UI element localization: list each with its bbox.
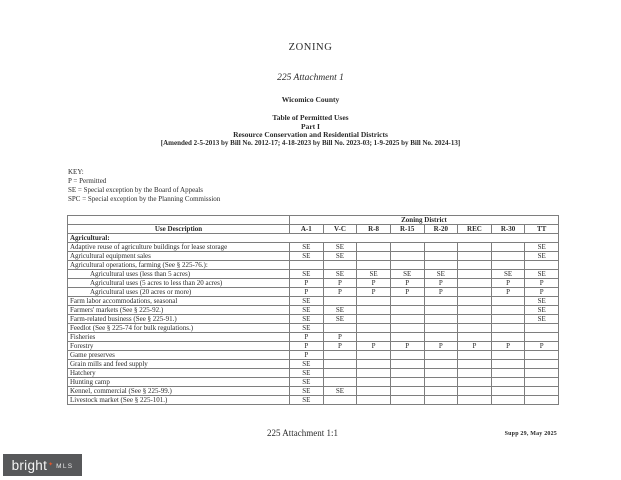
use-row [68, 333, 559, 342]
district-value-cell [357, 396, 391, 405]
district-value-cell: SE [390, 270, 424, 279]
district-value-cell [424, 306, 458, 315]
district-value-cell [390, 243, 424, 252]
district-value-cell: P [323, 279, 357, 288]
use-row [68, 369, 559, 378]
district-value-cell [491, 396, 525, 405]
district-value-cell [458, 351, 492, 360]
district-value-cell: P [290, 288, 324, 297]
use-row [68, 351, 559, 360]
district-value-cell [390, 252, 424, 261]
district-value-cell: SE [323, 306, 357, 315]
county-name: Wicomico County [281, 95, 340, 104]
district-value-cell [525, 261, 559, 270]
district-value-cell [525, 333, 559, 342]
district-value-cell [491, 333, 525, 342]
use-row [68, 360, 559, 369]
district-value-cell [424, 252, 458, 261]
footer-attachment-ref: 225 Attachment 1:1 [267, 428, 338, 438]
key-legend [68, 168, 220, 204]
use-description-cell: Farm-related business (See § 225-91.) [68, 315, 290, 324]
district-value-cell: SE [290, 243, 324, 252]
use-description-cell: Kennel, commercial (See § 225-99.) [68, 387, 290, 396]
district-value-cell [357, 333, 391, 342]
district-value-cell: P [424, 342, 458, 351]
use-row [68, 288, 559, 297]
district-value-cell [525, 387, 559, 396]
use-description-cell: Agricultural equipment sales [68, 252, 290, 261]
district-value-cell: P [323, 333, 357, 342]
key-label: KEY: [68, 168, 84, 176]
district-value-cell [424, 333, 458, 342]
district-value-cell: P [323, 288, 357, 297]
use-description-cell: Farmers' markets (See § 225-92.) [68, 306, 290, 315]
key-line-special-exception-planning: SPC = Special exception by the Planning Commission [68, 195, 221, 203]
district-value-cell: SE [525, 315, 559, 324]
brightmls-wordmark: bright [11, 457, 48, 473]
use-row [68, 243, 559, 252]
district-column-header-r-15: R-15 [390, 225, 424, 234]
district-value-cell [390, 396, 424, 405]
use-description-cell: Grain mills and feed supply [68, 360, 290, 369]
district-value-cell [525, 360, 559, 369]
use-row [68, 252, 559, 261]
district-value-cell [424, 351, 458, 360]
district-value-cell [491, 315, 525, 324]
district-value-cell: P [390, 342, 424, 351]
district-value-cell: SE [424, 270, 458, 279]
attachment-title: 225 Attachment 1 [277, 73, 344, 83]
district-value-cell: SE [525, 243, 559, 252]
brightmls-mls-text: MLS [56, 463, 74, 470]
district-value-cell: SE [290, 387, 324, 396]
district-value-cell: P [525, 342, 559, 351]
district-column-header-v-c: V-C [323, 225, 357, 234]
district-value-cell [525, 396, 559, 405]
use-row [68, 324, 559, 333]
brightmls-star-icon: ✦ [48, 462, 54, 468]
district-value-cell: P [390, 288, 424, 297]
use-description-cell: Game preserves [68, 351, 290, 360]
district-value-cell [390, 297, 424, 306]
district-value-cell: SE [290, 252, 324, 261]
use-row [68, 396, 559, 405]
district-column-header-r-20: R-20 [424, 225, 458, 234]
footer-supp-date: Supp 29, May 2025 [504, 431, 557, 437]
use-description-cell: Fisheries [68, 333, 290, 342]
district-value-cell [458, 252, 492, 261]
district-value-cell [491, 324, 525, 333]
district-value-cell [458, 288, 492, 297]
district-value-cell: P [525, 279, 559, 288]
district-value-cell [491, 351, 525, 360]
district-value-cell: SE [290, 360, 324, 369]
corner-cell [68, 216, 290, 225]
district-value-cell [458, 324, 492, 333]
district-value-cell [323, 297, 357, 306]
district-value-cell [458, 270, 492, 279]
district-value-cell [323, 369, 357, 378]
use-description-cell: Agricultural operations, farming (See § 225-76.): [68, 261, 290, 270]
district-value-cell [390, 315, 424, 324]
district-value-cell [390, 351, 424, 360]
zoning-district-group-header: Zoning District [290, 216, 559, 225]
district-value-cell [424, 369, 458, 378]
district-column-header-r-8: R-8 [357, 225, 391, 234]
district-value-cell [424, 261, 458, 270]
district-value-cell: P [491, 342, 525, 351]
district-value-cell: P [525, 288, 559, 297]
district-value-cell [390, 306, 424, 315]
district-value-cell [390, 360, 424, 369]
district-value-cell [357, 378, 391, 387]
district-value-cell [357, 315, 391, 324]
district-value-cell [323, 360, 357, 369]
district-value-cell [390, 324, 424, 333]
district-value-cell [357, 306, 391, 315]
district-value-cell [357, 360, 391, 369]
district-value-cell [424, 297, 458, 306]
district-value-cell: P [290, 351, 324, 360]
subtitle-districts: Resource Conservation and Residential Districts [233, 130, 388, 139]
district-value-cell: SE [323, 243, 357, 252]
district-value-cell [424, 360, 458, 369]
district-value-cell: P [357, 342, 391, 351]
district-value-cell [491, 243, 525, 252]
district-value-cell [458, 279, 492, 288]
district-value-cell [323, 324, 357, 333]
use-description-cell: Livestock market (See § 225-101.) [68, 396, 290, 405]
district-value-cell [491, 378, 525, 387]
district-value-cell [357, 369, 391, 378]
district-value-cell: SE [323, 252, 357, 261]
district-value-cell [458, 306, 492, 315]
district-value-cell [357, 261, 391, 270]
district-value-cell [424, 315, 458, 324]
district-value-cell [491, 261, 525, 270]
district-value-cell: SE [323, 387, 357, 396]
district-value-cell: P [390, 279, 424, 288]
use-description-cell: Hunting camp [68, 378, 290, 387]
subtitle-table-of-permitted-uses: Table of Permitted Uses [272, 113, 349, 122]
district-value-cell [458, 315, 492, 324]
district-value-cell: P [491, 279, 525, 288]
district-value-cell: SE [323, 270, 357, 279]
use-row [68, 270, 559, 279]
use-description-cell: Feedlot (See § 225-74 for bulk regulations.) [68, 324, 290, 333]
district-value-cell: SE [290, 396, 324, 405]
district-value-cell [424, 243, 458, 252]
district-value-cell [390, 261, 424, 270]
district-value-cell: SE [290, 369, 324, 378]
district-value-cell [525, 324, 559, 333]
district-value-cell [458, 297, 492, 306]
use-row [68, 279, 559, 288]
district-value-cell: SE [290, 270, 324, 279]
district-value-cell: P [290, 333, 324, 342]
district-value-cell [323, 378, 357, 387]
use-description-cell: Adaptive reuse of agriculture buildings for lease storage [68, 243, 290, 252]
use-row [68, 387, 559, 396]
district-column-header-r-30: R-30 [491, 225, 525, 234]
district-value-cell: SE [525, 306, 559, 315]
district-value-cell: P [290, 279, 324, 288]
section-header-row [68, 234, 559, 243]
table-body [68, 234, 559, 405]
district-value-cell [424, 378, 458, 387]
district-value-cell [357, 324, 391, 333]
use-row [68, 342, 559, 351]
use-row [68, 315, 559, 324]
district-value-cell: SE [525, 270, 559, 279]
district-value-cell [357, 243, 391, 252]
district-value-cell [323, 261, 357, 270]
use-description-cell: Agricultural uses (less than 5 acres) [68, 270, 290, 279]
district-value-cell [525, 378, 559, 387]
district-value-cell: SE [290, 297, 324, 306]
district-value-cell [390, 387, 424, 396]
district-value-cell: SE [290, 324, 324, 333]
key-line-permitted: P = Permitted [68, 177, 107, 185]
district-value-cell [525, 351, 559, 360]
amended-note: [Amended 2-5-2013 by Bill No. 2012-17; 4-18-2023 by Bill No. 2023-03; 1-9-2025 by Bill No. 2024-13] [160, 138, 461, 147]
district-value-cell: P [357, 279, 391, 288]
district-value-cell: SE [290, 378, 324, 387]
district-value-cell: P [424, 288, 458, 297]
district-value-cell [458, 261, 492, 270]
district-value-cell [357, 297, 391, 306]
subtitle-part: Part I [301, 121, 320, 131]
use-description-cell: Farm labor accommodations, seasonal [68, 297, 290, 306]
district-value-cell [458, 396, 492, 405]
district-value-cell: SE [357, 270, 391, 279]
district-value-cell [424, 396, 458, 405]
table-header-group-row [68, 216, 559, 225]
district-value-cell: P [491, 288, 525, 297]
district-column-header-tt: TT [525, 225, 559, 234]
use-description-cell: Forestry [68, 342, 290, 351]
district-value-cell: P [323, 342, 357, 351]
district-value-cell [525, 369, 559, 378]
district-value-cell [491, 306, 525, 315]
district-value-cell [323, 351, 357, 360]
use-row [68, 306, 559, 315]
use-row [68, 378, 559, 387]
use-description-header: Use Description [68, 225, 290, 234]
section-header-cell: Agricultural: [68, 234, 559, 243]
district-value-cell [323, 396, 357, 405]
use-description-cell: Agricultural uses (5 acres to less than 20 acres) [68, 279, 290, 288]
permitted-uses-table [67, 215, 559, 405]
district-value-cell [491, 360, 525, 369]
district-value-cell [458, 243, 492, 252]
district-value-cell [424, 387, 458, 396]
use-description-cell: Agricultural uses (20 acres or more) [68, 288, 290, 297]
district-value-cell: SE [491, 270, 525, 279]
key-line-special-exception-board: SE = Special exception by the Board of Appeals [68, 186, 203, 194]
district-value-cell [357, 351, 391, 360]
district-value-cell: P [357, 288, 391, 297]
use-description-cell: Hatchery [68, 369, 290, 378]
district-value-cell [290, 261, 324, 270]
district-value-cell [458, 369, 492, 378]
district-value-cell: SE [290, 315, 324, 324]
brightmls-logo [3, 454, 82, 476]
district-value-cell [491, 297, 525, 306]
use-row [68, 261, 559, 270]
district-column-header-a-1: A-1 [290, 225, 324, 234]
district-value-cell: P [458, 342, 492, 351]
district-value-cell [458, 387, 492, 396]
district-value-cell [424, 324, 458, 333]
district-value-cell: SE [290, 306, 324, 315]
district-value-cell [491, 387, 525, 396]
district-header-row [68, 225, 559, 234]
district-value-cell: SE [323, 315, 357, 324]
district-value-cell [357, 387, 391, 396]
doc-title: ZONING [288, 42, 333, 53]
district-value-cell: SE [525, 297, 559, 306]
district-value-cell [458, 333, 492, 342]
district-value-cell [491, 252, 525, 261]
district-value-cell [491, 369, 525, 378]
district-value-cell [390, 333, 424, 342]
use-row [68, 297, 559, 306]
district-value-cell [390, 369, 424, 378]
district-value-cell [458, 360, 492, 369]
district-value-cell: SE [525, 252, 559, 261]
district-value-cell [357, 252, 391, 261]
district-column-header-rec: REC [458, 225, 492, 234]
district-value-cell: P [424, 279, 458, 288]
district-value-cell: P [290, 342, 324, 351]
district-value-cell [458, 378, 492, 387]
district-value-cell [390, 378, 424, 387]
